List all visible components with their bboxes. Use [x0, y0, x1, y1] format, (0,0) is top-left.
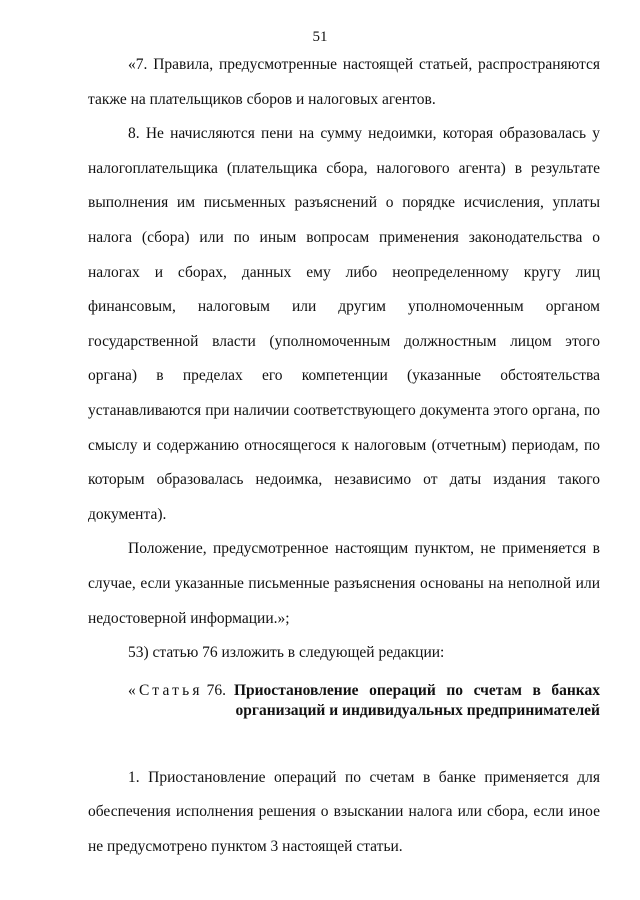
- article-label: [128, 681, 234, 721]
- paragraph-penalty-clause-8: 8. Не начисляются пени на сумму недоимки, которая образовалась у налогоплательщика (плательщика сбора, налогового агента) в результате выполнения им письменных разъяснений о порядке исчисления, уплаты налога (сбора) или по иным вопросам применения законодательства о налогах и сборах, данных ему либо неопределенному кругу лиц финансовым, налоговым или другим уполномоченным органом государственной власти (уполномоченным должностным лицом этого органа) в пределах его компетенции (указанные обстоятельства устанавливаются при наличии соответствующего документа этого органа, по смыслу и содержанию относящегося к налоговым (отчетным) периодам, по которым образовалась недоимка, независимо от даты издания такого документа).: [88, 125, 600, 523]
- article-number: 76.: [206, 681, 226, 699]
- document-body: [88, 48, 600, 864]
- article-heading: [88, 681, 600, 721]
- article-title: Приостановление операций по счетам в банках организаций и индивидуальных предпринимателей: [233, 681, 600, 719]
- paragraph-exception-provision: Положение, предусмотренное настоящим пунктом, не применяется в случае, если указанные письменные разъяснения основаны на неполной или недостоверной информации.»;: [88, 540, 600, 627]
- article-word: «Статья: [128, 681, 203, 699]
- page-number: 51: [312, 29, 328, 45]
- paragraph-suspension-clause-1: 1. Приостановление операций по счетам в банке применяется для обеспечения исполнения решения о взыскании налога или сбора, если иное не предусмотрено пунктом 3 настоящей статьи.: [88, 768, 600, 855]
- paragraph-amendment-53: 53) статью 76 изложить в следующей редакции:: [128, 644, 445, 662]
- paragraph-rules-clause-7: «7. Правила, предусмотренные настоящей статьей, распространяются также на плательщиков сборов и налоговых агентов.: [88, 56, 600, 108]
